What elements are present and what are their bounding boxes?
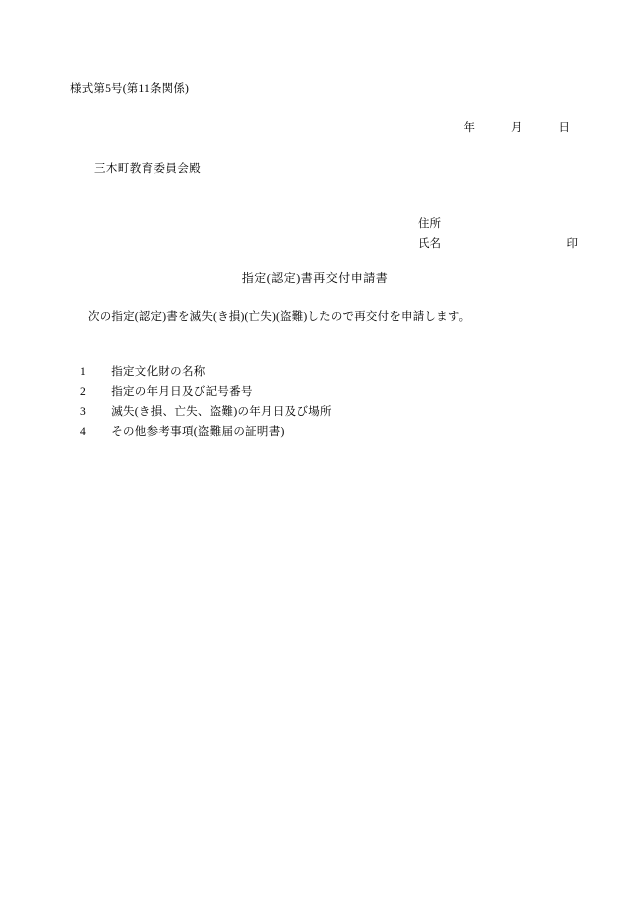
list-item-label: その他参考事項(盗難届の証明書) <box>111 426 285 438</box>
date-year-label: 年 <box>463 122 475 134</box>
applicant-address-row <box>418 215 578 235</box>
list-item-number: 2 <box>80 386 87 398</box>
addressee: 三木町教育委員会殿 <box>94 163 202 175</box>
date-line <box>400 119 570 135</box>
list-item <box>80 363 332 383</box>
list-item-number: 3 <box>80 406 87 418</box>
lead-paragraph: 次の指定(認定)書を滅失(き損)(亡失)(盗難)したので再交付を申請します。 <box>88 311 471 323</box>
date-month-label: 月 <box>511 122 523 134</box>
applicant-name-label: 氏名 <box>418 238 441 250</box>
seal-label: 印 <box>566 238 578 250</box>
list-item-label: 滅失(き損、亡失、盗難)の年月日及び場所 <box>111 406 332 418</box>
list-item <box>80 403 332 423</box>
list-item <box>80 383 332 403</box>
item-list <box>80 363 332 443</box>
date-day-label: 日 <box>558 122 570 134</box>
list-item-label: 指定の年月日及び記号番号 <box>111 386 253 398</box>
list-item-number: 4 <box>80 426 87 438</box>
applicant-address-label: 住所 <box>418 218 441 230</box>
list-item <box>80 423 332 443</box>
page-title: 指定(認定)書再交付申請書 <box>241 271 389 285</box>
list-item-label: 指定文化財の名称 <box>111 366 206 378</box>
applicant-name-row <box>418 235 578 255</box>
applicant-block <box>418 215 578 255</box>
list-item-number: 1 <box>80 366 87 378</box>
form-code: 様式第5号(第11条関係) <box>70 83 190 95</box>
